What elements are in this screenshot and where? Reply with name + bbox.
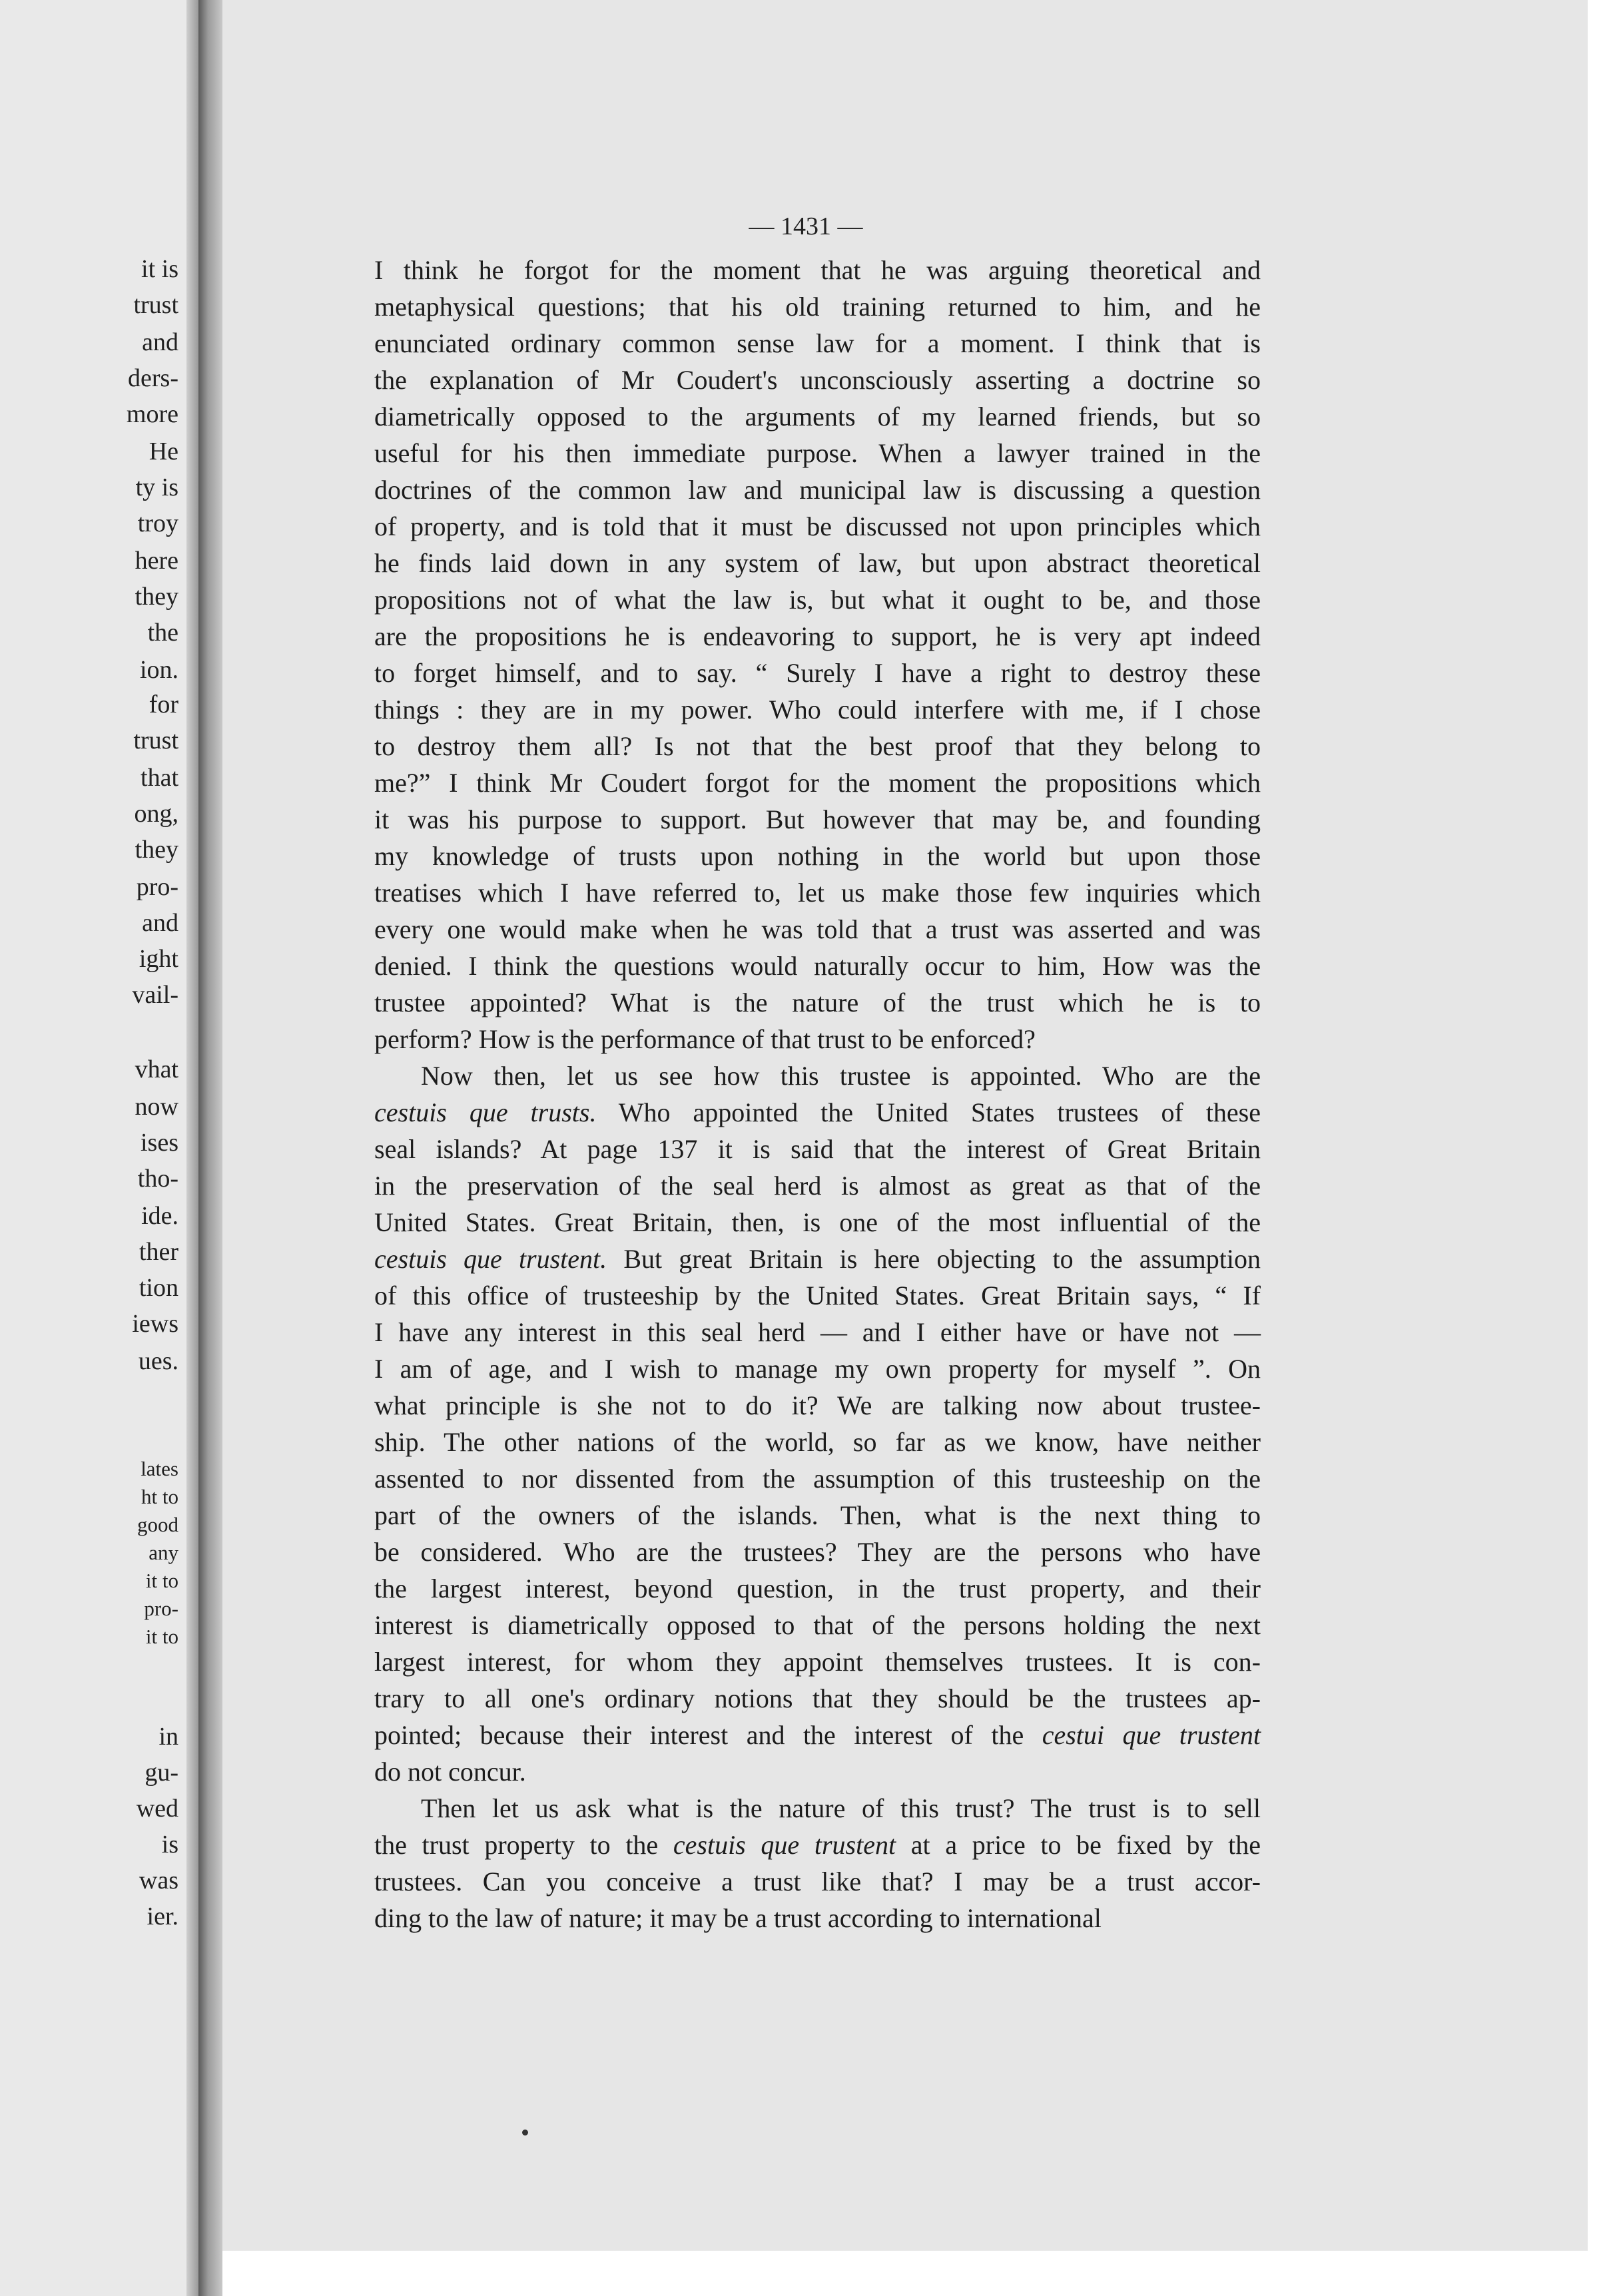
book-gutter <box>198 0 222 2296</box>
text-line: cestuis que trustent. But great Britain is here objecting to the assumption <box>374 1244 1261 1274</box>
left-page-line-fragment: more <box>126 400 178 428</box>
left-page-line-fragment: ier. <box>147 1902 178 1930</box>
italic-term: cestui que trustent <box>1042 1720 1261 1750</box>
text-line: United States. Great Britain, then, is one of the most influential of the <box>374 1207 1261 1237</box>
text-line: be considered. Who are the trustees? They are the persons who have <box>374 1537 1261 1567</box>
text-line: every one would make when he was told that a trust was asserted and was <box>374 914 1261 944</box>
left-page-line-fragment: is <box>161 1831 178 1859</box>
text-line: Then let us ask what is the nature of this trust? The trust is to sell <box>421 1793 1261 1823</box>
text-line: ding to the law of nature; it may be a trust according to international <box>374 1903 1102 1933</box>
text-line: do not concur. <box>374 1757 526 1787</box>
left-page-line-fragment: for <box>149 691 178 718</box>
text-line: it was his purpose to support. But however that may be, and founding <box>374 804 1261 834</box>
text-line: pointed; because their interest and the interest of the cestui que trustent <box>374 1720 1261 1750</box>
text-line: trustees. Can you conceive a trust like that? I may be a trust accor- <box>374 1866 1261 1896</box>
text-line: denied. I think the questions would naturally occur to him, How was the <box>374 951 1261 981</box>
left-page-line-fragment: trust <box>133 726 178 754</box>
left-page-line-fragment: they <box>135 583 178 611</box>
text-line: I have any interest in this seal herd — and I either have or have not — <box>374 1317 1261 1347</box>
text-line: to forget himself, and to say. “ Surely I have a right to destroy these <box>374 658 1261 688</box>
text-line: perform? How is the performance of that trust to be enforced? <box>374 1024 1036 1054</box>
left-page-line-fragment: was <box>139 1866 178 1894</box>
left-page-line-fragment: ders- <box>128 364 178 392</box>
text-line: assented to nor dissented from the assumption of this trusteeship on the <box>374 1464 1261 1494</box>
left-page-line-fragment: any <box>149 1541 178 1564</box>
left-page-line-fragment: ty is <box>135 473 178 501</box>
text-line: diametrically opposed to the arguments of my learned friends, but so <box>374 402 1261 431</box>
page-number: — 1431 — <box>749 212 863 240</box>
left-page-line-fragment: iews <box>132 1310 178 1338</box>
left-page-line-fragment: pro- <box>144 1597 178 1620</box>
page-curl-shadow <box>186 0 198 2296</box>
left-page-line-fragment: tion <box>139 1274 178 1302</box>
paragraph <box>374 252 1261 1057</box>
text-line: ship. The other nations of the world, so far as we know, have neither <box>374 1427 1261 1457</box>
left-page-line-fragment: it to <box>145 1625 178 1648</box>
left-page-line-fragment: in <box>159 1723 178 1751</box>
left-page-line-fragment: now <box>135 1093 178 1121</box>
text-line: my knowledge of trusts upon nothing in the world but upon those <box>374 841 1261 871</box>
left-page-line-fragment: pro- <box>136 873 178 901</box>
paragraph <box>374 1790 1261 1936</box>
left-page-line-fragment: good <box>137 1513 178 1536</box>
body-text <box>374 252 1261 1936</box>
left-page-line-fragment: vhat <box>135 1055 178 1083</box>
left-page-line-fragment: ide. <box>141 1202 178 1230</box>
left-page-line-fragment: ion. <box>139 656 178 684</box>
text-line: Now then, let us see how this trustee is appointed. Who are the <box>421 1061 1261 1091</box>
italic-term: cestuis que trustent. <box>374 1244 607 1274</box>
text-line: the explanation of Mr Coudert's unconsciously asserting a doctrine so <box>374 365 1261 395</box>
text-line: largest interest, for whom they appoint themselves trustees. It is con- <box>374 1647 1261 1677</box>
ink-speck <box>522 2130 528 2136</box>
text-line: treatises which I have referred to, let us make those few inquiries which <box>374 878 1261 908</box>
text-line: he finds laid down in any system of law, but upon abstract theoretical <box>374 548 1261 578</box>
text-line: to destroy them all? Is not that the best proof that they belong to <box>374 731 1261 761</box>
left-page-line-fragment: they <box>135 836 178 864</box>
left-page-line-fragment: lates <box>141 1457 178 1480</box>
left-page-line-fragment: gu- <box>145 1759 178 1787</box>
left-page-line-fragment: that <box>141 764 178 792</box>
text-line: the trust property to the cestuis que trustent at a price to be fixed by the <box>374 1830 1261 1860</box>
left-page-line-fragment: and <box>142 909 178 937</box>
left-page-line-fragment: vail- <box>132 981 178 1009</box>
left-page-line-fragment: He <box>149 437 178 465</box>
text-line: trustee appointed? What is the nature of the trust which he is to <box>374 988 1261 1017</box>
italic-term: cestuis que trusts. <box>374 1097 597 1127</box>
left-page-line-fragment: it to <box>145 1569 178 1592</box>
left-page-line-fragment: ther <box>139 1238 178 1266</box>
left-page-line-fragment: the <box>147 619 178 647</box>
text-line: doctrines of the common law and municipal law is discussing a question <box>374 475 1261 505</box>
text-line: interest is diametrically opposed to that of the persons holding the next <box>374 1610 1261 1640</box>
page-edge-right <box>1588 0 1617 2296</box>
text-line: I am of age, and I wish to manage my own property for myself ”. On <box>374 1354 1261 1384</box>
left-page-line-fragment: it is <box>141 255 178 283</box>
left-page-line-fragment: and <box>142 328 178 356</box>
left-page-line-fragment: here <box>135 547 178 575</box>
text-line: in the preservation of the seal herd is almost as great as that of the <box>374 1171 1261 1201</box>
left-page <box>0 0 198 2296</box>
left-page-line-fragment: tho- <box>137 1165 178 1193</box>
left-page-line-fragment: trust <box>133 291 178 319</box>
text-line: enunciated ordinary common sense law for a moment. I think that is <box>374 328 1261 358</box>
text-line: seal islands? At page 137 it is said that the interest of Great Britain <box>374 1134 1261 1164</box>
text-line: what principle is she not to do it? We are talking now about trustee- <box>374 1390 1261 1420</box>
left-page-line-fragment: ight <box>139 945 178 973</box>
text-line: cestuis que trusts. Who appointed the United States trustees of these <box>374 1097 1261 1127</box>
left-page-line-fragment: troy <box>137 509 178 537</box>
text-line: of this office of trusteeship by the United States. Great Britain says, “ If <box>374 1281 1261 1310</box>
left-page-line-fragment: ises <box>141 1129 178 1157</box>
text-line: the largest interest, beyond question, in the trust property, and their <box>374 1574 1261 1603</box>
text-line: of property, and is told that it must be discussed not upon principles which <box>374 511 1261 541</box>
text-line: things : they are in my power. Who could interfere with me, if I chose <box>374 695 1261 724</box>
left-page-line-fragment: ht to <box>141 1485 178 1508</box>
paragraph <box>374 1057 1261 1790</box>
text-line: me?” I think Mr Coudert forgot for the moment the propositions which <box>374 768 1261 798</box>
text-line: propositions not of what the law is, but what it ought to be, and those <box>374 585 1261 615</box>
text-line: part of the owners of the islands. Then, what is the next thing to <box>374 1500 1261 1530</box>
left-page-line-fragment: ong, <box>134 800 178 828</box>
left-page-line-fragment: ues. <box>138 1347 178 1375</box>
italic-term: cestuis que trustent <box>673 1830 896 1860</box>
text-line: useful for his then immediate purpose. When a lawyer trained in the <box>374 438 1261 468</box>
text-line: I think he forgot for the moment that he was arguing theoretical and <box>374 255 1261 285</box>
text-line: metaphysical questions; that his old training returned to him, and he <box>374 292 1261 322</box>
left-page-line-fragment: wed <box>136 1795 178 1823</box>
text-line: trary to all one's ordinary notions that they should be the trustees ap- <box>374 1683 1261 1713</box>
page-edge-bottom <box>222 2251 1588 2296</box>
text-line: are the propositions he is endeavoring to support, he is very apt indeed <box>374 621 1261 651</box>
